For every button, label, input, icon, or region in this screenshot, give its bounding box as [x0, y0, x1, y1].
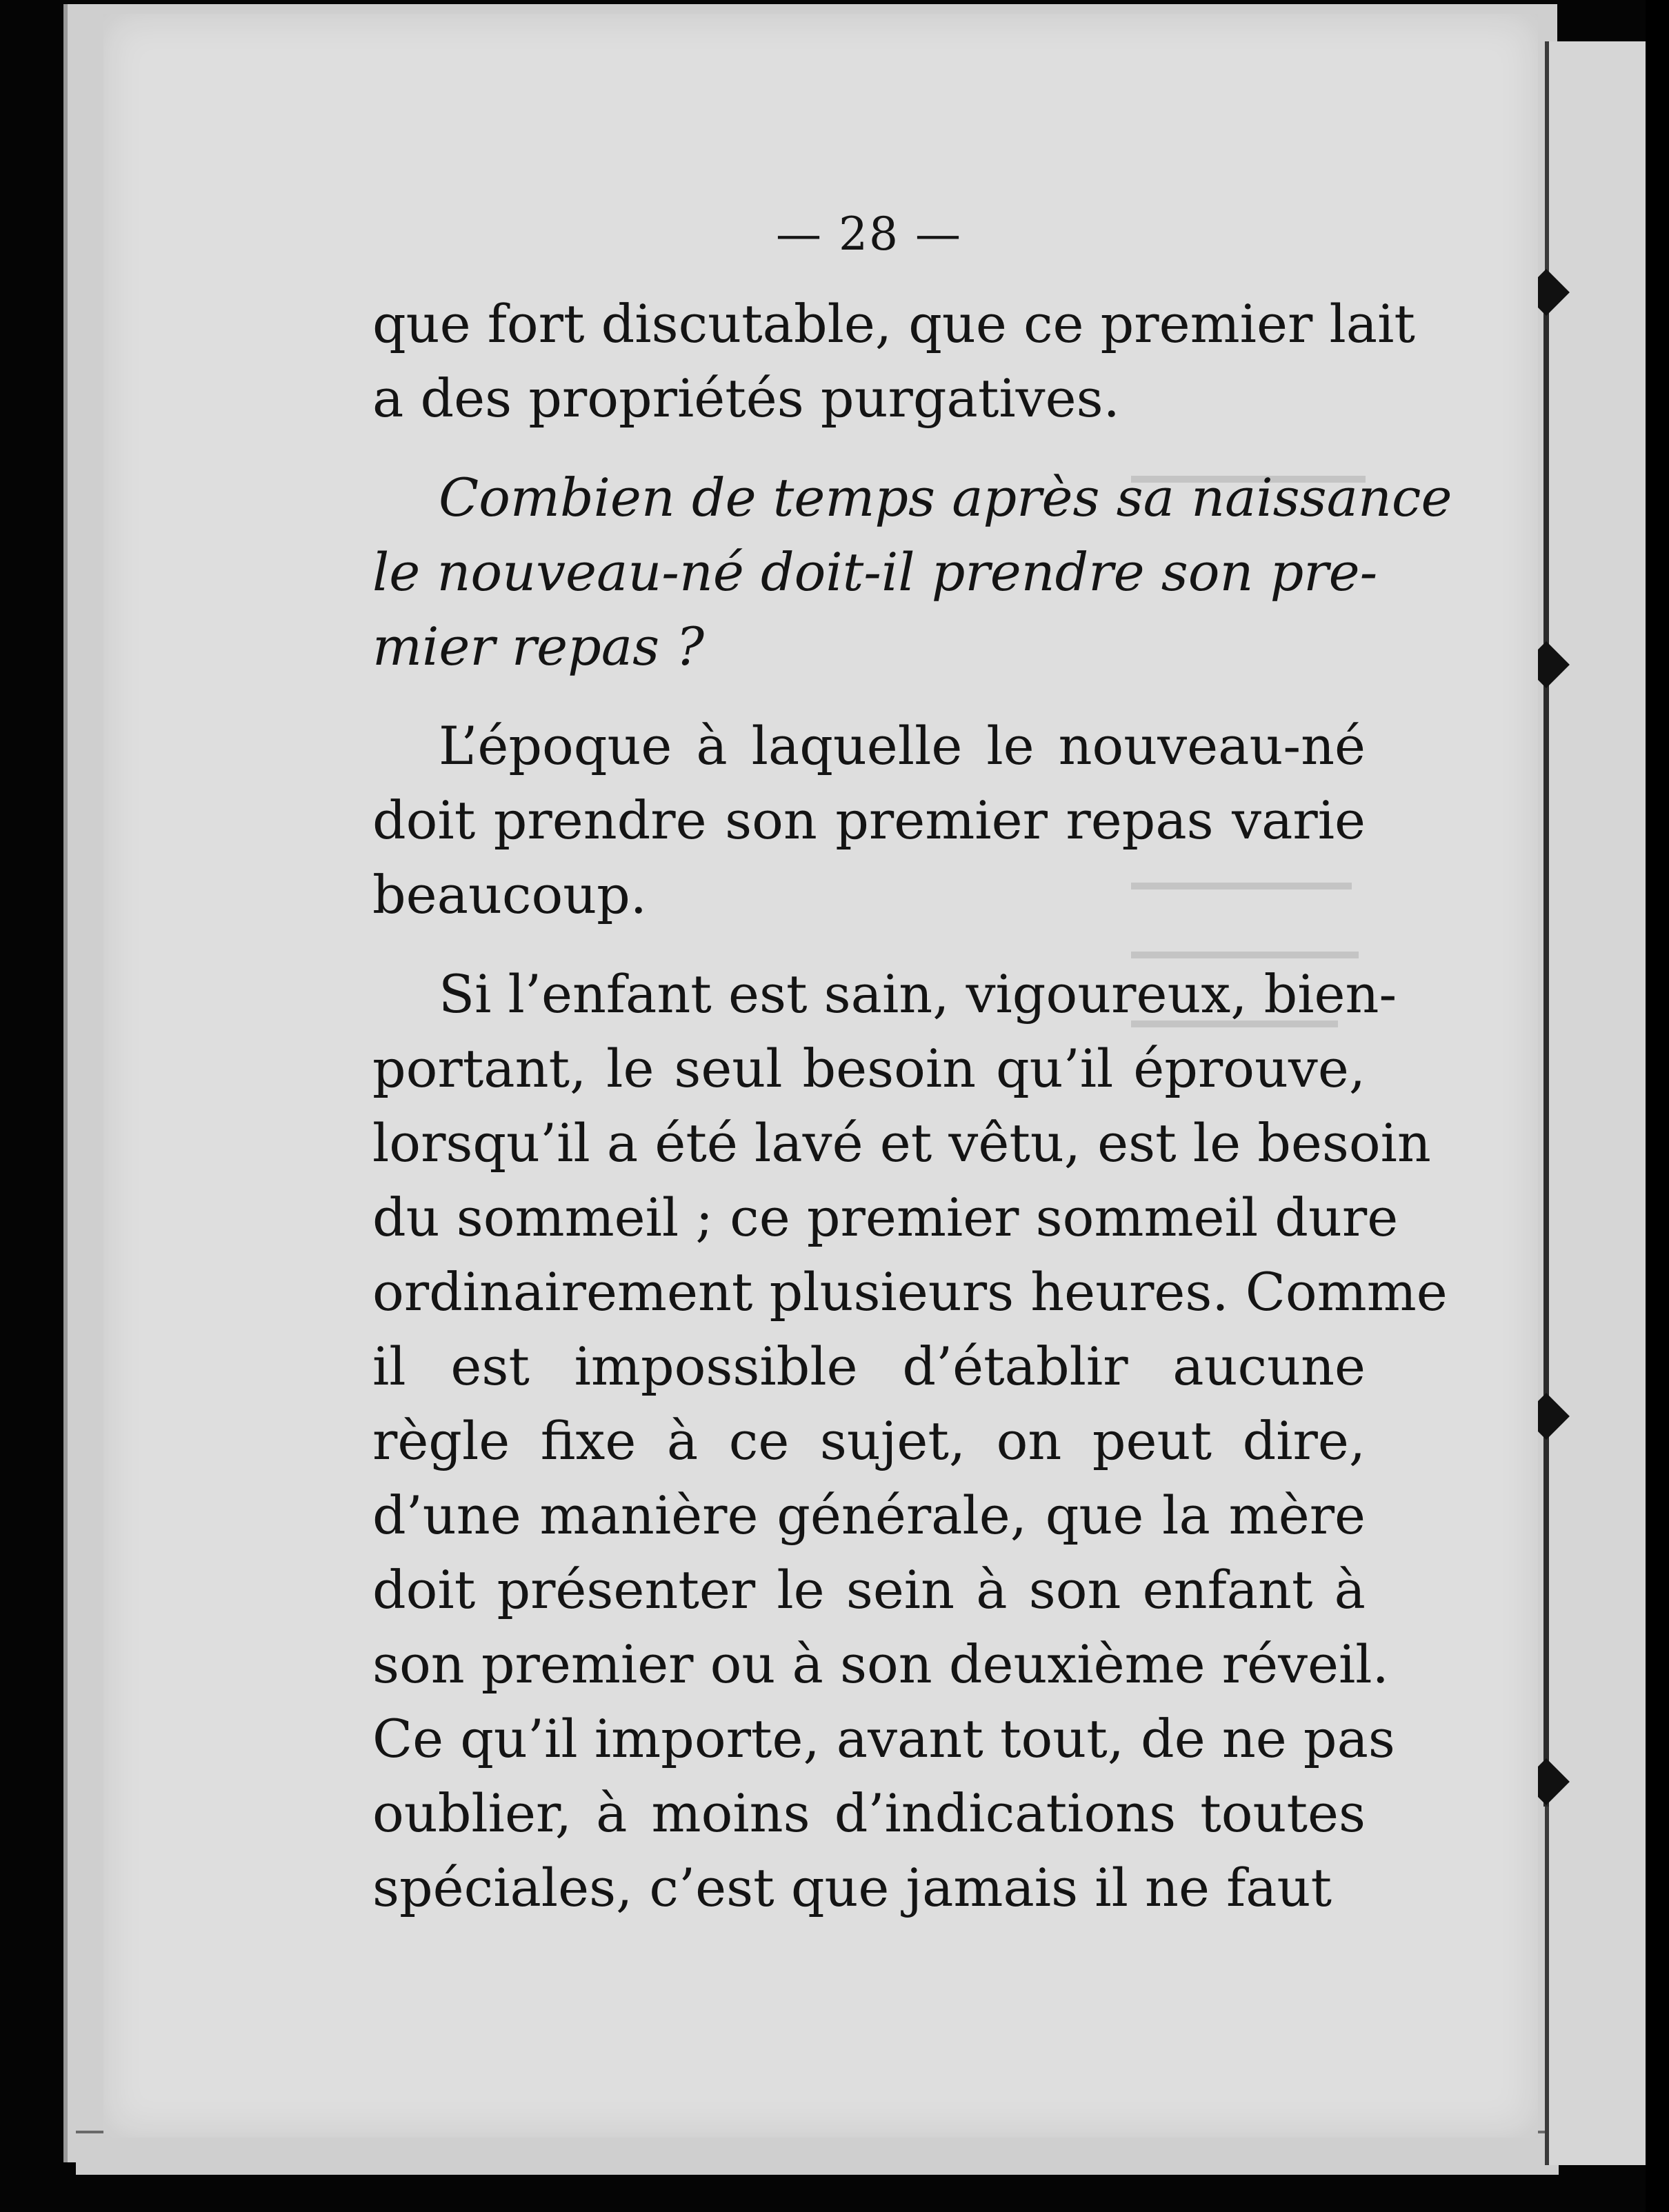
page-number: — 28 — — [776, 208, 962, 261]
text-line: doit prendre son premier repas varie — [372, 790, 1366, 851]
text-line: son premier ou à son deuxième réveil. — [372, 1633, 1389, 1695]
text-line: le nouveau-né doit-il prendre son pre- — [372, 541, 1378, 603]
text-line: ordinairement plusieurs heures. Comme — [372, 1261, 1448, 1323]
body-paragraph — [372, 709, 1366, 932]
text-line: Combien de temps après sa naissance — [439, 467, 1452, 528]
text-line: règle fixe à ce sujet, on peut dire, — [372, 1410, 1366, 1471]
text-line: spéciales, c’est que jamais il ne faut — [372, 1857, 1332, 1918]
question-paragraph — [372, 461, 1452, 684]
text-line: oublier, à moins d’indications toutes — [372, 1782, 1366, 1844]
text-line: a des propriétés purgatives. — [372, 368, 1120, 429]
paragraphs — [372, 287, 1452, 1925]
text-line: portant, le seul besoin qu’il éprouve, — [372, 1038, 1366, 1099]
adjacent-page — [1545, 41, 1652, 2165]
text-line: lorsqu’il a été lavé et vêtu, est le besoin — [372, 1112, 1431, 1174]
text-line: L’époque à laquelle le nouveau-né — [439, 715, 1366, 776]
text-line: que fort discutable, que ce premier lait — [372, 293, 1415, 354]
scan-border — [1646, 0, 1669, 2212]
binding-thread — [1543, 290, 1549, 1807]
text-line: d’une manière générale, que la mère — [372, 1485, 1366, 1546]
text-line: Ce qu’il importe, avant tout, de ne pas — [372, 1708, 1395, 1769]
text-line: il est impossible d’établir aucune — [372, 1336, 1366, 1397]
text-line: beaucoup. — [372, 864, 647, 925]
text-line: du sommeil ; ce premier sommeil dure — [372, 1187, 1399, 1248]
body-paragraph — [372, 287, 1415, 436]
text-line: Si l’enfant est sain, vigoureux, bien- — [439, 963, 1397, 1025]
text-line: doit présenter le sein à son enfant à — [372, 1559, 1366, 1620]
text-block — [372, 207, 1452, 1950]
body-paragraph — [372, 957, 1448, 1925]
text-line: mier repas ? — [372, 616, 705, 677]
